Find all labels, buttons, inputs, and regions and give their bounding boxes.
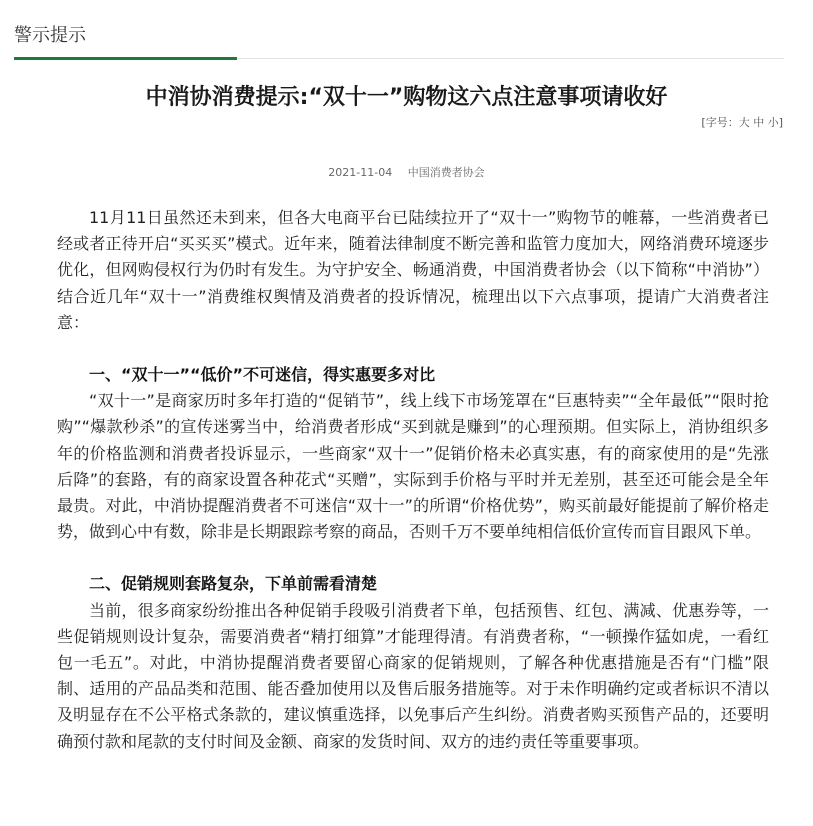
font-size-prefix: [字号： [701,116,739,129]
section-header [14,14,784,59]
font-size-suffix: ] [778,116,783,129]
section-title-underline [14,57,237,60]
section-2-paragraph: 当前，很多商家纷纷推出各种促销手段吸引消费者下单，包括预售、红包、满减、优惠券等，一些促销规则设计复杂，需要消费者“精打细算”才能理得清。有消费者称，“一顿操作猛如虎，一看红包一毛五”。对此，中消协提醒消费者要留心商家的促销规则，了解各种优惠措施是否有“门槛”限制、适用的产品品类和范围、能否叠加使用以及售后服务措施等。对于未作明确约定或者标识不清以及明显存在不公平格式条款的，建议慎重选择，以免事后产生纠纷。消费者购买预售产品的，还要明确预付款和尾款的支付时间及金额、商家的发货时间、双方的违约责任等重要事项。 [57,600,769,751]
publish-date: 2021-11-04 [328,166,393,179]
font-size-small-button[interactable]: 小 [767,116,779,129]
article-source: 中国消费者协会 [407,166,485,179]
article-meta [0,164,813,180]
section-1-paragraph: “双十一”是商家历时多年打造的“促销节”，线上线下市场笼罩在“巨惠特卖”“全年最低”“限时抢购”“爆款秒杀”的宣传迷雾当中，给消费者形成“买到就是赚到”的心理预期。但实际上，消协组织多年的价格监测和消费者投诉显示，一些商家“双十一”促销价格未必真实惠，有的商家使用的是“先涨后降”的套路，有的商家设置各种花式“买赠”，实际到手价格与平时并无差别，甚至还可能会是全年最贵。对此，中消协提醒消费者不可迷信“双十一”的所谓“价格优势”，购买前最好能提前了解价格走势，做到心中有数，除非是长期跟踪考察的商品，否则千万不要单纯相信低价宣传而盲目跟风下单。 [57,391,769,542]
paragraph-spacer [57,545,769,571]
font-size-large-button[interactable]: 大 [738,116,750,129]
section-title: 警示提示 [14,25,86,46]
article-title: 中消协消费提示:“双十一”购物这六点注意事项请收好 [145,85,668,110]
section-1-heading: 一、“双十一”“低价”不可迷信，得实惠要多对比 [89,365,436,385]
section-2-heading: 二、促销规则套路复杂，下单前需看清楚 [89,574,378,594]
intro-paragraph: 11月11日虽然还未到来，但各大电商平台已陆续拉开了“双十一”购物节的帷幕，一些消费者已经或者正待开启“买买买”模式。近年来，随着法律制度不断完善和监管力度加大，网络消费环境逐步优化，但网购侵权行为仍时有发生。为守护安全、畅通消费，中国消费者协会（以下简称“中消协”）结合近几年“双十一”消费维权舆情及消费者的投诉情况，梳理出以下六点事项，提请广大消费者注意： [57,208,769,332]
article-body [57,205,769,755]
font-size-control [701,114,783,130]
paragraph-spacer [57,336,769,362]
font-size-medium-button[interactable]: 中 [753,116,765,129]
